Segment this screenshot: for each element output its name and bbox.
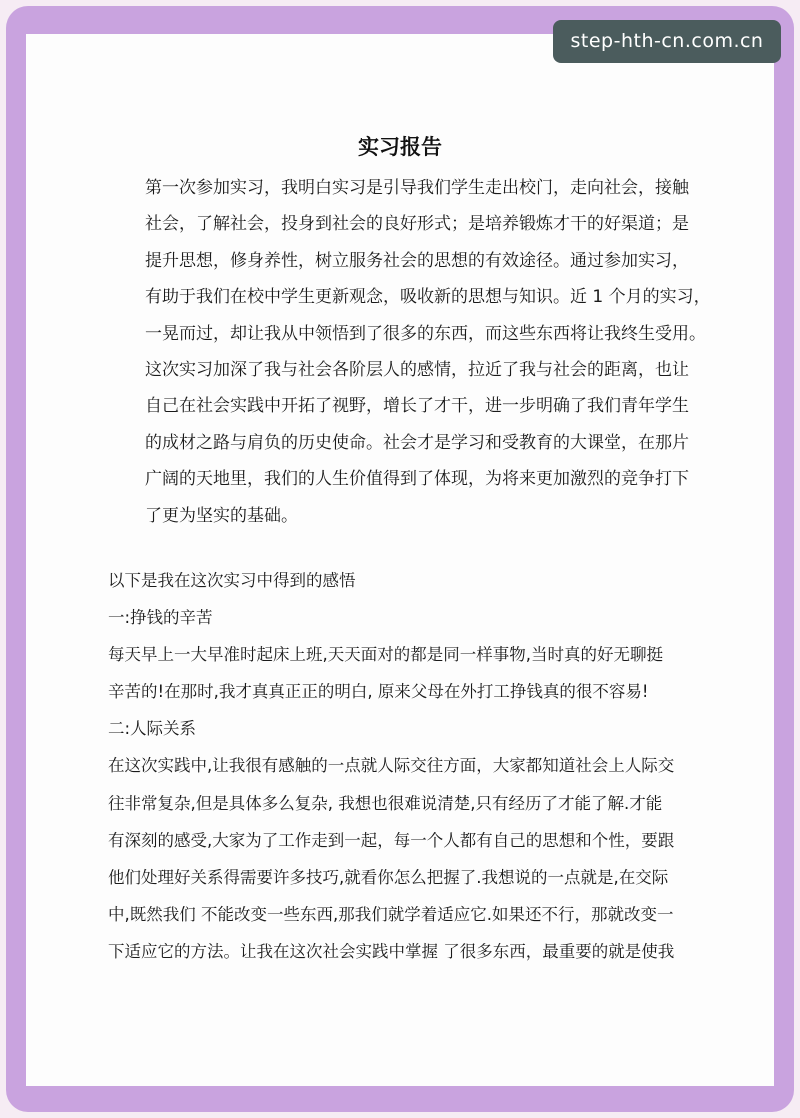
text-line: 的成材之路与肩负的历史使命。社会才是学习和受教育的大课堂，在那片 <box>145 432 689 453</box>
text-line: 往非常复杂,但是具体多么复杂, 我想也很难说清楚,只有经历了才能了解.才能 <box>108 793 663 813</box>
text-line: 有深刻的感受,大家为了工作走到一起，每一个人都有自己的思想和个性，要跟 <box>108 830 675 850</box>
text-line: 社会，了解社会，投身到社会的良好形式；是培养锻炼才干的好渠道；是 <box>145 214 689 235</box>
text-line: 这次实习加深了我与社会各阶层人的感情，拉近了我与社会的距离，也让 <box>145 360 689 381</box>
text-line: 有助于我们在校中学生更新观念，吸收新的思想与知识。近 1 个月的实习， <box>145 287 711 308</box>
text-line: 自己在社会实践中开拓了视野，增长了才干，进一步明确了我们青年学生 <box>145 396 689 417</box>
text-line: 下适应它的方法。让我在这次社会实践中掌握 了很多东西，最重要的就是使我 <box>108 941 675 961</box>
section-heading-relations: 二:人际关系 <box>108 719 197 739</box>
text-line: 每天早上一大早准时起床上班,天天面对的都是同一样事物,当时真的好无聊挺 <box>108 645 663 665</box>
intro-paragraph <box>145 170 725 534</box>
text-line: 广阔的天地里，我们的人生价值得到了体现，为将来更加激烈的竞争打下 <box>145 469 689 490</box>
document-title: 实习报告 <box>358 135 442 159</box>
section-heading-money: 一:挣钱的辛苦 <box>108 608 213 628</box>
body-text <box>108 562 728 970</box>
text-line: 中,既然我们 不能改变一些东西,那我们就学着适应它.如果还不行，那就改变一 <box>108 904 674 924</box>
text-line: 在这次实践中,让我很有感触的一点就人际交往方面，大家都知道社会上人际交 <box>108 756 675 776</box>
section-intro-line: 以下是我在这次实习中得到的感悟 <box>108 571 356 590</box>
text-line: 一晃而过，却让我从中领悟到了很多的东西，而这些东西将让我终生受用。 <box>145 323 706 344</box>
text-line: 辛苦的!在那时,我才真真正正的明白, 原来父母在外打工挣钱真的很不容易! <box>108 682 649 702</box>
text-line: 提升思想，修身养性，树立服务社会的思想的有效途径。通过参加实习， <box>145 250 689 271</box>
text-line: 第一次参加实习，我明白实习是引导我们学生走出校门，走向社会，接触 <box>145 178 689 198</box>
text-line: 了更为坚实的基础。 <box>145 505 298 526</box>
watermark-badge: step-hth-cn.com.cn <box>553 20 781 63</box>
text-line: 他们处理好关系得需要许多技巧,就看你怎么把握了.我想说的一点就是,在交际 <box>108 867 669 887</box>
